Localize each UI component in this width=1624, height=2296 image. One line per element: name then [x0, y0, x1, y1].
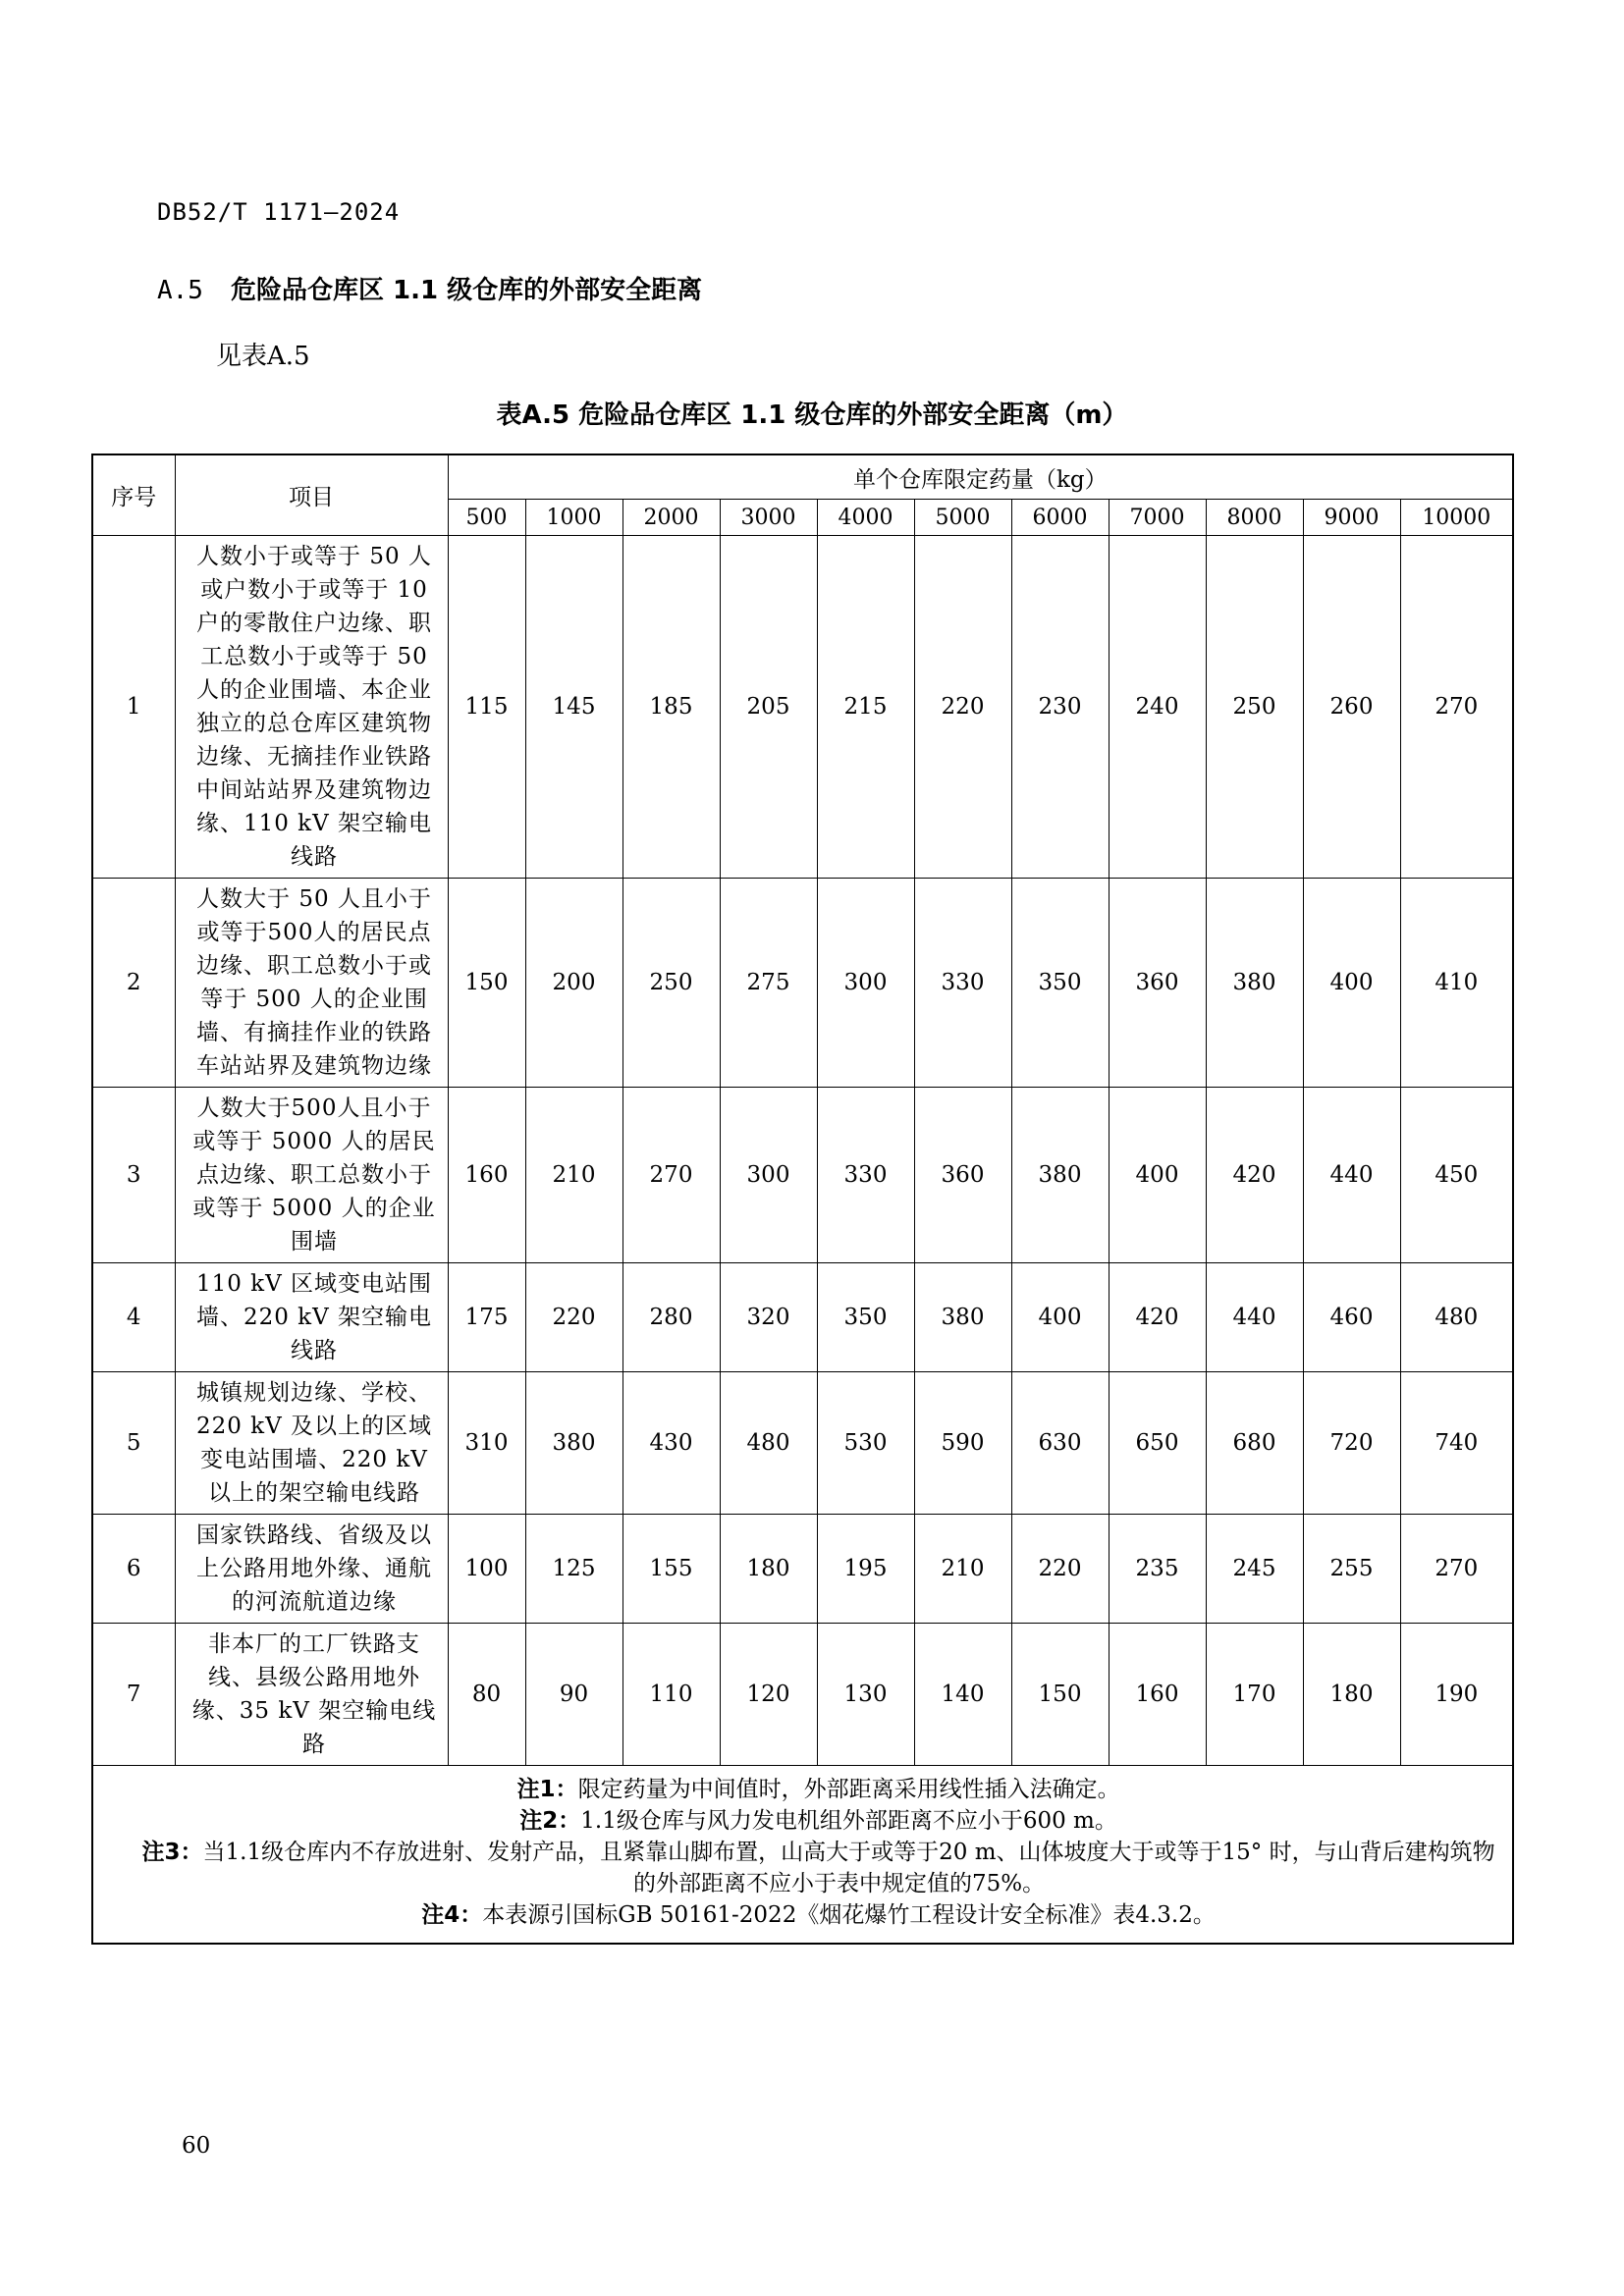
table-row — [92, 1263, 1513, 1372]
distance-value: 260 — [1303, 536, 1400, 879]
table-row — [92, 1372, 1513, 1515]
row-index: 5 — [92, 1372, 175, 1515]
distance-value: 185 — [623, 536, 720, 879]
distance-value: 380 — [1206, 879, 1303, 1088]
distance-value: 155 — [623, 1515, 720, 1624]
distance-value: 480 — [720, 1372, 817, 1515]
distance-value: 590 — [914, 1372, 1011, 1515]
distance-value: 160 — [448, 1088, 525, 1263]
note-tag: 注4： — [421, 1902, 483, 1928]
distance-value: 80 — [448, 1624, 525, 1766]
quantity-header-cell: 7000 — [1109, 500, 1206, 536]
distance-value: 530 — [817, 1372, 914, 1515]
distance-value: 140 — [914, 1624, 1011, 1766]
table-body — [92, 536, 1513, 1766]
distance-value: 220 — [914, 536, 1011, 879]
table-row — [92, 1515, 1513, 1624]
distance-value: 220 — [525, 1263, 623, 1372]
distance-value: 440 — [1206, 1263, 1303, 1372]
distance-value: 410 — [1400, 879, 1513, 1088]
note-text: 当1.1级仓库内不存放进射、发射产品，且紧靠山脚布置，山高大于或等于20 m、山体坡度大于或等于15° 时，与山背后建构筑物的外部距离不应小于表中规定值的75%。 — [202, 1840, 1495, 1896]
table-row — [92, 1624, 1513, 1766]
distance-value: 200 — [525, 879, 623, 1088]
distance-value: 380 — [914, 1263, 1011, 1372]
table-notes — [92, 1766, 1513, 1945]
row-index: 4 — [92, 1263, 175, 1372]
distance-value: 320 — [720, 1263, 817, 1372]
note-item — [136, 1774, 1500, 1805]
page-number: 60 — [182, 2133, 211, 2159]
distance-value: 280 — [623, 1263, 720, 1372]
row-index: 6 — [92, 1515, 175, 1624]
distance-value: 680 — [1206, 1372, 1303, 1515]
note-item — [136, 1837, 1500, 1899]
distance-value: 245 — [1206, 1515, 1303, 1624]
distance-value: 420 — [1206, 1088, 1303, 1263]
distance-value: 110 — [623, 1624, 720, 1766]
section-title: 危险品仓库区 1.1 级仓库的外部安全距离 — [230, 276, 703, 305]
table-row — [92, 879, 1513, 1088]
note-tag: 注3： — [141, 1840, 203, 1865]
distance-value: 160 — [1109, 1624, 1206, 1766]
distance-value: 145 — [525, 536, 623, 879]
distance-value: 180 — [1303, 1624, 1400, 1766]
distance-value: 100 — [448, 1515, 525, 1624]
row-item: 人数大于 50 人且小于或等于500人的居民点边缘、职工总数小于或等于 500 人的企业围墙、有摘挂作业的铁路车站站界及建筑物边缘 — [175, 879, 448, 1088]
distance-value: 210 — [914, 1515, 1011, 1624]
document-code: DB52/T 1171—2024 — [157, 198, 401, 226]
distance-value: 235 — [1109, 1515, 1206, 1624]
header-quantity-group: 单个仓库限定药量（kg） — [448, 454, 1513, 500]
distance-value: 250 — [623, 879, 720, 1088]
row-index: 1 — [92, 536, 175, 879]
distance-value: 150 — [1011, 1624, 1109, 1766]
note-tag: 注2： — [519, 1808, 581, 1834]
note-text: 本表源引国标GB 50161-2022《烟花爆竹工程设计安全标准》表4.3.2。 — [482, 1902, 1216, 1928]
distance-value: 230 — [1011, 536, 1109, 879]
row-index: 3 — [92, 1088, 175, 1263]
note-item — [136, 1899, 1500, 1931]
distance-value: 720 — [1303, 1372, 1400, 1515]
quantity-header-cell: 2000 — [623, 500, 720, 536]
distance-value: 125 — [525, 1515, 623, 1624]
quantity-header-cell: 5000 — [914, 500, 1011, 536]
quantity-header-cell: 6000 — [1011, 500, 1109, 536]
distance-value: 440 — [1303, 1088, 1400, 1263]
distance-value: 630 — [1011, 1372, 1109, 1515]
distance-value: 360 — [1109, 879, 1206, 1088]
distance-value: 170 — [1206, 1624, 1303, 1766]
distance-value: 130 — [817, 1624, 914, 1766]
table-row — [92, 1088, 1513, 1263]
quantity-header-cell: 500 — [448, 500, 525, 536]
table-caption: 表A.5 危险品仓库区 1.1 级仓库的外部安全距离（m） — [496, 400, 1128, 430]
note-tag: 注1： — [516, 1777, 578, 1802]
note-text: 1.1级仓库与风力发电机组外部距离不应小于600 m。 — [580, 1808, 1117, 1834]
note-text: 限定药量为中间值时，外部距离采用线性插入法确定。 — [577, 1777, 1120, 1802]
distance-value: 120 — [720, 1624, 817, 1766]
distance-value: 400 — [1303, 879, 1400, 1088]
distance-value: 300 — [817, 879, 914, 1088]
distance-value: 450 — [1400, 1088, 1513, 1263]
distance-value: 205 — [720, 536, 817, 879]
quantity-header-cell: 9000 — [1303, 500, 1400, 536]
distance-value: 115 — [448, 536, 525, 879]
distance-value: 350 — [817, 1263, 914, 1372]
row-item: 110 kV 区域变电站围墙、220 kV 架空输电线路 — [175, 1263, 448, 1372]
distance-value: 210 — [525, 1088, 623, 1263]
distance-value: 460 — [1303, 1263, 1400, 1372]
table-row — [92, 536, 1513, 879]
distance-value: 330 — [817, 1088, 914, 1263]
distance-value: 360 — [914, 1088, 1011, 1263]
distance-value: 380 — [1011, 1088, 1109, 1263]
distance-value: 90 — [525, 1624, 623, 1766]
distance-value: 250 — [1206, 536, 1303, 879]
distance-value: 300 — [720, 1088, 817, 1263]
see-table-text: 见表A.5 — [216, 342, 310, 371]
distance-value: 430 — [623, 1372, 720, 1515]
quantity-header-cell: 8000 — [1206, 500, 1303, 536]
distance-value: 480 — [1400, 1263, 1513, 1372]
distance-value: 240 — [1109, 536, 1206, 879]
header-index: 序号 — [92, 454, 175, 536]
section-heading — [157, 270, 702, 306]
distance-value: 195 — [817, 1515, 914, 1624]
distance-value: 400 — [1011, 1263, 1109, 1372]
distance-value: 215 — [817, 536, 914, 879]
distance-value: 380 — [525, 1372, 623, 1515]
distance-value: 220 — [1011, 1515, 1109, 1624]
distance-value: 175 — [448, 1263, 525, 1372]
distance-value: 350 — [1011, 879, 1109, 1088]
distance-value: 740 — [1400, 1372, 1513, 1515]
row-item: 国家铁路线、省级及以上公路用地外缘、通航的河流航道边缘 — [175, 1515, 448, 1624]
distance-value: 330 — [914, 879, 1011, 1088]
note-item — [136, 1805, 1500, 1837]
distance-value: 270 — [1400, 536, 1513, 879]
quantity-header-cell: 10000 — [1400, 500, 1513, 536]
distance-value: 190 — [1400, 1624, 1513, 1766]
distance-value: 310 — [448, 1372, 525, 1515]
header-item: 项目 — [175, 454, 448, 536]
distance-table — [91, 454, 1514, 1945]
distance-value: 255 — [1303, 1515, 1400, 1624]
row-item: 非本厂的工厂铁路支线、县级公路用地外缘、35 kV 架空输电线路 — [175, 1624, 448, 1766]
distance-value: 400 — [1109, 1088, 1206, 1263]
distance-value: 650 — [1109, 1372, 1206, 1515]
row-item: 人数小于或等于 50 人或户数小于或等于 10 户的零散住户边缘、职工总数小于或等于 50 人的企业围墙、本企业独立的总仓库区建筑物边缘、无摘挂作业铁路中间站站界及建筑物边缘、110 kV 架空输电线路 — [175, 536, 448, 879]
quantity-header-cell: 1000 — [525, 500, 623, 536]
row-item: 城镇规划边缘、学校、220 kV 及以上的区域变电站围墙、220 kV 以上的架空输电线路 — [175, 1372, 448, 1515]
row-index: 2 — [92, 879, 175, 1088]
section-number: A.5 — [157, 276, 203, 305]
quantity-header-cell: 3000 — [720, 500, 817, 536]
distance-value: 150 — [448, 879, 525, 1088]
distance-value: 275 — [720, 879, 817, 1088]
distance-value: 180 — [720, 1515, 817, 1624]
row-item: 人数大于500人且小于或等于 5000 人的居民点边缘、职工总数小于或等于 5000 人的企业围墙 — [175, 1088, 448, 1263]
distance-value: 270 — [1400, 1515, 1513, 1624]
distance-value: 420 — [1109, 1263, 1206, 1372]
quantity-header-cell: 4000 — [817, 500, 914, 536]
row-index: 7 — [92, 1624, 175, 1766]
distance-value: 270 — [623, 1088, 720, 1263]
